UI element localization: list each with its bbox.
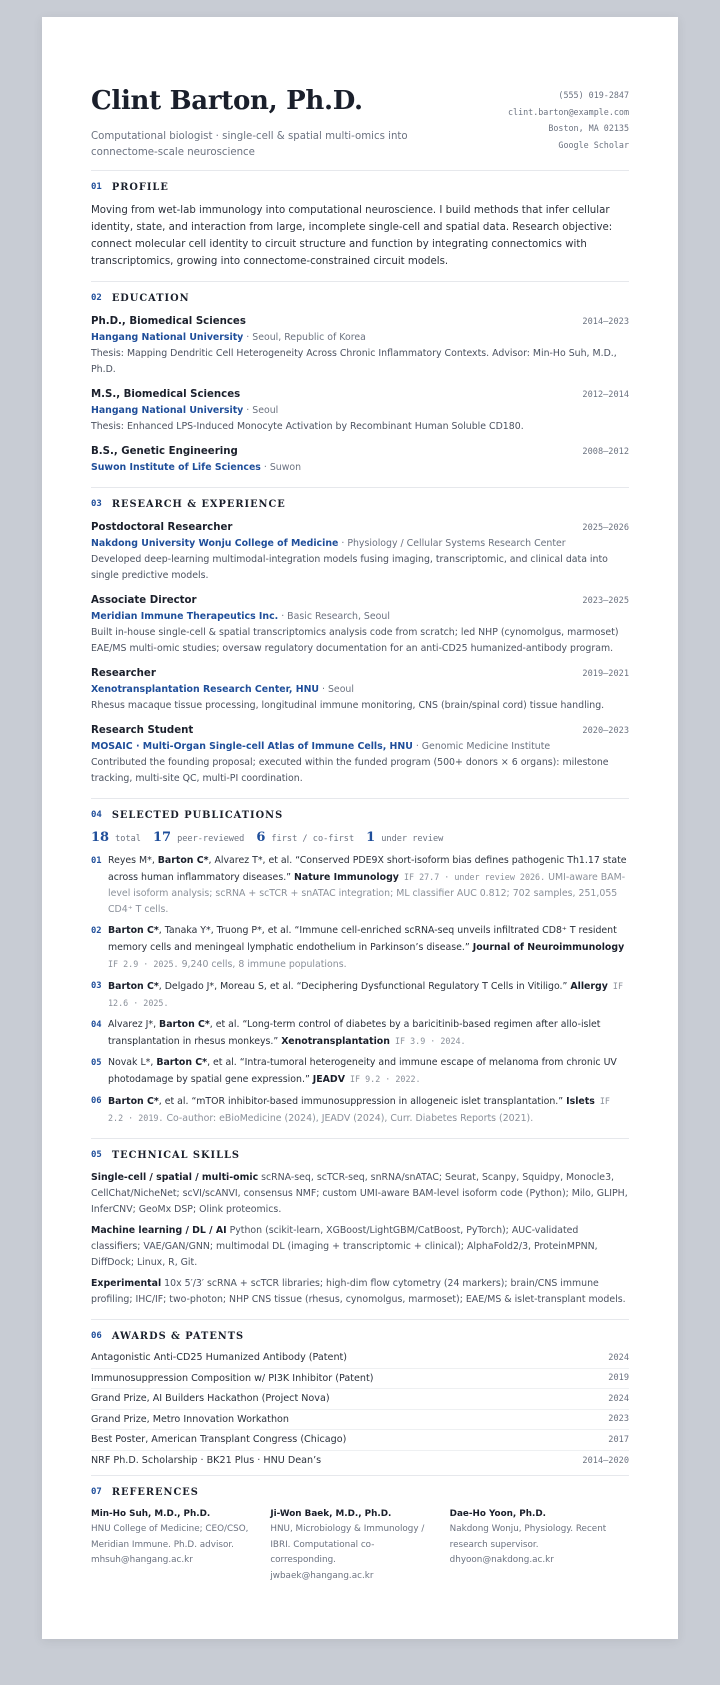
award-item	[91, 1430, 629, 1451]
publication-citation	[108, 1017, 629, 1050]
citation-meta: IF 27.7 · under review 2026.	[398, 872, 546, 882]
citation-note: 9,240 cells, 8 immune populations.	[178, 959, 347, 970]
award-label: Antagonistic Anti-CD25 Humanized Antibody (Patent)	[91, 1352, 348, 1364]
education-detail: Thesis: Mapping Dendritic Cell Heterogeneity Across Chronic Inflammatory Contexts. Advisor: Min-Ho Suh, M.D., Ph.D.	[91, 348, 617, 375]
publication-item	[91, 978, 629, 1012]
date-range: 2025–2026	[582, 523, 629, 533]
citation-meta: IF 2.9 · 2025.	[108, 959, 179, 969]
institution-name: Hangang National University	[91, 332, 244, 343]
date-range: 2008–2012	[582, 447, 629, 457]
reference-card	[91, 1507, 270, 1584]
publication-number: 01	[91, 856, 102, 866]
citation-meta: IF 9.2 · 2022.	[344, 1074, 421, 1084]
job-title: Associate Director	[91, 595, 197, 606]
publication-item	[91, 1017, 629, 1050]
publication-citation	[108, 853, 629, 918]
award-label: Immunosuppression Composition w/ PI3K Inhibitor (Patent)	[91, 1372, 374, 1384]
citation-authors-before: Alvarez J*,	[108, 1019, 160, 1030]
award-label: Best Poster, American Transplant Congress (Chicago)	[91, 1434, 347, 1446]
publication-number: 04	[91, 1020, 102, 1030]
citation-meta: IF 2.2 · 2019.	[108, 1096, 610, 1123]
section-publications	[91, 799, 629, 1139]
candidate-subtitle: Computational biologist · single-cell & spatial multi-omics into connectome-scale neuroscience	[91, 131, 408, 158]
stat-total: 18 total	[91, 830, 141, 845]
award-label: Grand Prize, AI Builders Hackathon (Project Nova)	[91, 1393, 330, 1405]
date-range: 2019–2021	[582, 669, 629, 679]
citation-title: , et al. “Long-term control of diabetes by a baricitinib-based regimen after allo-islet transplantation in rhesus monkeys.”	[108, 1019, 601, 1047]
experience-entry	[91, 519, 629, 584]
stat-peer-reviewed: 17 peer-reviewed	[152, 830, 245, 845]
job-title: Postdoctoral Researcher	[91, 522, 233, 533]
institution-location: · Suwon	[263, 462, 302, 473]
degree: Ph.D., Biomedical Sciences	[91, 316, 246, 327]
citation-self-author: Barton C*	[159, 1019, 210, 1030]
organization-unit: · Seoul	[322, 684, 354, 695]
award-year: 2017	[608, 1434, 629, 1445]
skill-label: Experimental	[91, 1278, 162, 1289]
reference-list	[91, 1507, 629, 1584]
skill-text: scRNA-seq, scTCR-seq, snRNA/snATAC; Seurat, Scanpy, Squidpy, Monocle3, CellChat/NicheNet; scVI/scANVI, consensus NMF; custom UMI-aware BAM-level isoform code (Python); Milo, GLIPH, InferCNV; GeoMx DSP; Olink proteomics.	[91, 1172, 628, 1215]
award-item	[91, 1410, 629, 1431]
organization-name: Meridian Immune Therapeutics Inc.	[91, 611, 279, 622]
skill-group	[91, 1276, 629, 1308]
section-number: 01	[91, 182, 102, 192]
experience-entry	[91, 665, 629, 714]
citation-title: , Alvarez T*, et al. “Conserved PDE9X short-isoform bias defines pathogenic Th1.17 state across human inflammatory diseases.”	[108, 855, 627, 883]
citation-self-author: Barton C*	[108, 1096, 159, 1107]
publication-citation	[108, 923, 629, 973]
publication-citation	[108, 1055, 629, 1088]
degree: M.S., Biomedical Sciences	[91, 389, 241, 400]
citation-title: , et al. “mTOR inhibitor-based immunosuppression in allogeneic islet transplantation.”	[158, 1096, 567, 1107]
reference-email[interactable]: dhyoon@nakdong.ac.kr	[449, 1555, 554, 1565]
date-range: 2020–2023	[582, 726, 629, 736]
citation-journal: Journal of Neuroimmunology	[472, 942, 625, 953]
reference-email[interactable]: jwbaek@hangang.ac.kr	[270, 1570, 374, 1581]
citation-title: , et al. “Intra-tumoral heterogeneity and immune escape of melanoma from chronic UV photodamage by spatial gene expression.”	[108, 1057, 617, 1085]
publication-item	[91, 853, 629, 918]
citation-note: UMI-aware BAM-level isoform analysis; scRNA + scTCR + snATAC integration; ML classifier AUC 0.812; 702 samples, 251,055 CD4⁺ T cells.	[108, 872, 626, 915]
citation-title: , Tanaka Y*, Truong P*, et al. “Immune cell-enriched scRNA-seq unveils infiltrated CD8⁺ T resident memory cells and meningeal lymphatic endothelium in Parkinson’s disease.”	[108, 925, 617, 953]
publication-number: 06	[91, 1096, 102, 1106]
section-title: AWARDS & PATENTS	[111, 1330, 245, 1342]
section-references	[91, 1476, 629, 1584]
institution-name: Hangang National University	[91, 405, 244, 416]
profile-text: Moving from wet-lab immunology into computational neuroscience. I build methods that infer cellular identity, state, and interaction from large, incomplete single-cell and spatial data. Research objective: connect molecular cell identity to circuit structure and function by integrating connectomics with transcriptomics, growing into connectome-constrained circuit models.	[91, 205, 613, 267]
citation-self-author: Barton C*	[108, 925, 159, 936]
award-item	[91, 1451, 629, 1472]
skill-label: Single-cell / spatial / multi-omic	[91, 1172, 259, 1183]
institution-location: · Seoul, Republic of Korea	[246, 332, 366, 343]
section-heading	[91, 1484, 629, 1500]
section-number: 03	[91, 499, 102, 509]
skill-label: Machine learning / DL / AI	[91, 1225, 227, 1236]
skill-text: Python (scikit-learn, XGBoost/LightGBM/CatBoost, PyTorch); AUC-validated classifiers; VAE/GAN/GNN; multimodal DL (imaging + transcriptomic + clinical); AlphaFold2/3, ProteinMPNN, DiffDock; Linux, R, Git.	[91, 1225, 598, 1268]
section-heading	[91, 290, 629, 306]
reference-description: Nakdong Wonju, Physiology. Recent research supervisor.	[449, 1524, 607, 1550]
experience-entry	[91, 592, 629, 657]
date-range: 2014–2023	[582, 317, 629, 327]
publication-item	[91, 923, 629, 973]
section-education	[91, 282, 629, 488]
publication-citation	[108, 978, 629, 1012]
publication-stats	[91, 830, 629, 845]
award-item	[91, 1369, 629, 1390]
experience-detail: Rhesus macaque tissue processing, longitudinal immune monitoring, CNS (brain/spinal cord) tissue handling.	[91, 700, 605, 711]
contact-email[interactable]: clint.barton@example.com	[507, 106, 629, 117]
section-number: 02	[91, 293, 102, 303]
publication-number: 05	[91, 1058, 102, 1068]
section-experience	[91, 488, 629, 799]
section-heading	[91, 807, 629, 823]
publication-number: 03	[91, 981, 102, 991]
citation-self-author: Barton C*	[108, 981, 159, 992]
organization-name: MOSAIC · Multi-Organ Single-cell Atlas of Immune Cells, HNU	[91, 741, 413, 752]
citation-note: Co-author: eBioMedicine (2024), JEADV (2024), Curr. Diabetes Reports (2021).	[163, 1113, 534, 1124]
resume-header	[91, 67, 629, 171]
candidate-name: Clint Barton, Ph.D.	[91, 86, 363, 116]
stat-first-author: 6 first / co-first	[256, 830, 355, 845]
award-list	[91, 1348, 629, 1471]
section-profile	[91, 171, 629, 282]
award-label: NRF Ph.D. Scholarship · BK21 Plus · HNU Dean’s	[91, 1455, 322, 1467]
section-heading	[91, 1147, 629, 1163]
award-year: 2024	[608, 1352, 629, 1363]
award-year: 2024	[608, 1393, 629, 1404]
award-item	[91, 1389, 629, 1410]
section-title: PROFILE	[111, 181, 169, 193]
contact-location: Boston, MA 02135	[548, 123, 629, 134]
section-heading	[91, 179, 629, 195]
section-title: TECHNICAL SKILLS	[111, 1149, 240, 1161]
experience-detail: Developed deep-learning multimodal-integration models fusing imaging, transcriptomic, and clinical data into single predictive models.	[91, 554, 608, 581]
organization-name: Nakdong University Wonju College of Medicine	[91, 538, 339, 549]
citation-authors-before: Novak L*,	[108, 1057, 157, 1068]
resume-content	[91, 67, 629, 1584]
publication-citation	[108, 1093, 629, 1127]
award-year: 2019	[608, 1373, 629, 1384]
reference-card	[270, 1507, 449, 1584]
reference-card	[450, 1507, 629, 1584]
section-title: RESEARCH & EXPERIENCE	[111, 498, 286, 510]
degree: B.S., Genetic Engineering	[91, 446, 238, 457]
publication-number: 02	[91, 926, 102, 936]
organization-name: Xenotransplantation Research Center, HNU	[91, 684, 320, 695]
section-title: SELECTED PUBLICATIONS	[111, 809, 284, 821]
institution-name: Suwon Institute of Life Sciences	[91, 462, 261, 473]
publication-item	[91, 1055, 629, 1088]
section-number: 04	[91, 810, 102, 820]
stat-under-review: 1 under review	[366, 830, 444, 845]
skill-group	[91, 1223, 629, 1271]
section-heading	[91, 1328, 629, 1344]
award-label: Grand Prize, Metro Innovation Workathon	[91, 1413, 289, 1425]
section-awards	[91, 1320, 629, 1476]
education-entry	[91, 313, 629, 378]
contact-phone[interactable]: (555) 019-2847	[558, 90, 629, 100]
award-item	[91, 1348, 629, 1369]
citation-journal: JEADV	[312, 1074, 345, 1085]
organization-unit: · Physiology / Cellular Systems Research Center	[341, 538, 566, 549]
contact-block	[508, 87, 629, 153]
reference-email[interactable]: mhsuh@hangang.ac.kr	[91, 1555, 193, 1565]
education-entry	[91, 443, 629, 476]
citation-journal: Allergy	[570, 981, 608, 992]
reference-name: Min-Ho Suh, M.D., Ph.D.	[91, 1509, 211, 1519]
section-title: REFERENCES	[111, 1486, 199, 1498]
job-title: Research Student	[91, 725, 194, 736]
citation-authors-before: Reyes M*,	[108, 855, 158, 866]
date-range: 2012–2014	[582, 390, 629, 400]
date-range: 2023–2025	[582, 596, 629, 606]
contact-scholar-link[interactable]: Google Scholar	[558, 139, 629, 150]
resume-page	[42, 17, 678, 1639]
section-number: 07	[91, 1487, 102, 1497]
job-title: Researcher	[91, 668, 156, 679]
section-heading	[91, 496, 629, 512]
experience-detail: Contributed the founding proposal; executed within the funded program (500+ donors × 6 organs): milestone tracking, multi-site QC, multi-PI coordination.	[91, 757, 609, 784]
citation-journal: Islets	[566, 1096, 595, 1107]
section-skills	[91, 1139, 629, 1320]
reference-description: HNU College of Medicine; CEO/CSO, Meridian Immune. Ph.D. advisor.	[91, 1524, 249, 1550]
skill-text: 10x 5′/3′ scRNA + scTCR libraries; high-dim flow cytometry (24 markers); brain/CNS immune profiling; IHC/IF; two-photon; NHP CNS tissue (rhesus, cynomolgus, marmoset); EAE/MS & islet-transplant models.	[91, 1278, 626, 1305]
award-year: 2014–2020	[582, 1455, 629, 1466]
experience-entry	[91, 722, 629, 787]
experience-detail: Built in-house single-cell & spatial transcriptomics analysis code from scratch; led NHP (cynomolgus, marmoset) EAE/MS multi-omic studies; oversaw regulatory documentation for an anti-CD25 humanized-antibody program.	[91, 627, 619, 654]
reference-name: Dae-Ho Yoon, Ph.D.	[449, 1509, 546, 1519]
header-left	[91, 67, 431, 161]
reference-name: Ji-Won Baek, M.D., Ph.D.	[270, 1509, 392, 1519]
publication-list	[91, 853, 629, 1127]
publication-item	[91, 1093, 629, 1127]
institution-location: · Seoul	[246, 405, 279, 416]
section-number: 05	[91, 1150, 102, 1160]
citation-self-author: Barton C*	[156, 1057, 208, 1068]
reference-description: HNU, Microbiology & Immunology / IBRI. Computational co-corresponding.	[270, 1524, 425, 1565]
section-number: 06	[91, 1331, 102, 1341]
citation-self-author: Barton C*	[157, 855, 209, 866]
citation-journal: Nature Immunology	[294, 872, 399, 883]
citation-meta: IF 3.9 · 2024.	[389, 1036, 466, 1046]
section-title: EDUCATION	[111, 292, 190, 304]
skill-group	[91, 1170, 629, 1218]
organization-unit: · Genomic Medicine Institute	[415, 741, 551, 752]
award-year: 2023	[608, 1414, 629, 1425]
organization-unit: · Basic Research, Seoul	[281, 611, 390, 622]
education-detail: Thesis: Enhanced LPS-Induced Monocyte Activation by Recombinant Human Soluble CD180.	[91, 421, 524, 432]
citation-title: , Delgado J*, Moreau S, et al. “Deciphering Dysfunctional Regulatory T Cells in Vitiligo.”	[158, 981, 571, 992]
education-entry	[91, 386, 629, 435]
citation-journal: Xenotransplantation	[281, 1036, 390, 1047]
citation-meta: IF 12.6 · 2025.	[108, 981, 624, 1008]
